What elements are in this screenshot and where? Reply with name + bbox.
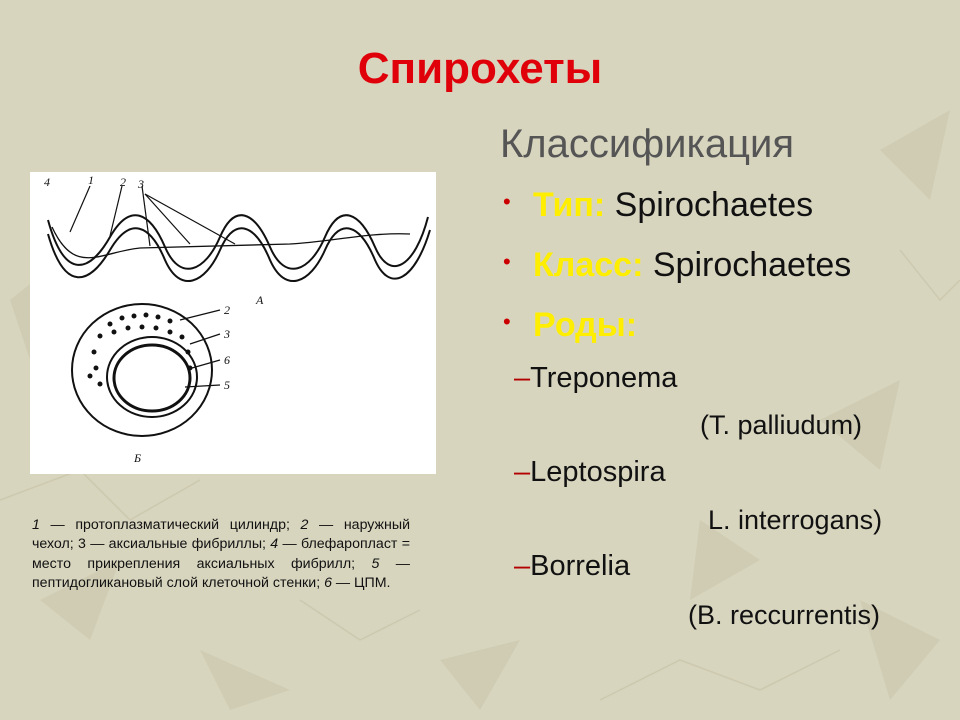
genus-marker: – — [514, 362, 531, 394]
label-1: 1 — [88, 173, 94, 187]
caption-text: — пептидогликановый слой клеточной стенки; — [32, 555, 410, 591]
slide-subtitle: Классификация — [500, 122, 795, 166]
genus-treponema — [514, 362, 677, 395]
label-a: А — [256, 293, 264, 307]
genus-name: Leptospira — [530, 456, 666, 488]
caption-num: 2 — [300, 517, 309, 533]
genus-marker: – — [514, 456, 531, 488]
spirochete-diagram — [30, 172, 436, 474]
caption-text: — ЦПМ. — [331, 574, 391, 591]
bullet-class — [503, 246, 851, 285]
species-leptospira: L. interrogans) — [708, 505, 883, 535]
genus-borrelia — [514, 550, 630, 583]
label-2: 2 — [120, 175, 126, 189]
caption-num: 4 — [270, 536, 279, 553]
label-side-2: 2 — [224, 303, 230, 317]
genus-name: Borrelia — [530, 550, 631, 582]
bullet-marker: • — [503, 249, 511, 274]
bullet-value: Spirochaetes — [605, 186, 814, 224]
genus-marker: – — [514, 550, 531, 582]
label-side-5: 5 — [224, 378, 230, 392]
caption-text: — блефаропласт = место прикрепления аксиальных фибрилл; — [32, 536, 410, 572]
bullet-marker: • — [503, 309, 511, 334]
label-3: 3 — [138, 177, 144, 191]
genus-name: Treponema — [530, 362, 678, 394]
label-4: 4 — [44, 175, 50, 189]
bullet-key: Класс: — [533, 246, 644, 284]
caption-text: — наружный чехол; 3 — аксиальные фибриллы; — [32, 517, 411, 553]
genus-leptospira — [514, 456, 666, 489]
label-side-6: 6 — [224, 353, 230, 367]
caption-num: 5 — [371, 555, 380, 572]
label-b: Б — [134, 451, 142, 465]
species-borrelia: (B. reccurrentis) — [688, 600, 881, 630]
label-side-3: 3 — [224, 327, 230, 341]
cross-section-wall — [107, 337, 197, 417]
bullet-type — [503, 186, 813, 225]
bullet-key: Роды: — [533, 306, 638, 344]
caption-num: 1 — [32, 517, 40, 533]
bullet-key: Тип: — [533, 186, 606, 224]
spirochete-outer-membrane — [48, 215, 428, 269]
bullet-marker: • — [503, 189, 511, 214]
bullet-genera — [503, 306, 637, 345]
bullet-value: Spirochaetes — [643, 246, 852, 284]
caption-num: 6 — [324, 574, 332, 591]
figure-caption — [32, 516, 410, 593]
slide-title: Спирохеты — [357, 44, 603, 93]
cross-section-cytoplasm — [114, 345, 190, 411]
diagram-drawing — [30, 172, 436, 474]
species-treponema: (T. palliudum) — [700, 410, 863, 440]
caption-text: — протоплазматический цилиндр; — [39, 517, 301, 533]
